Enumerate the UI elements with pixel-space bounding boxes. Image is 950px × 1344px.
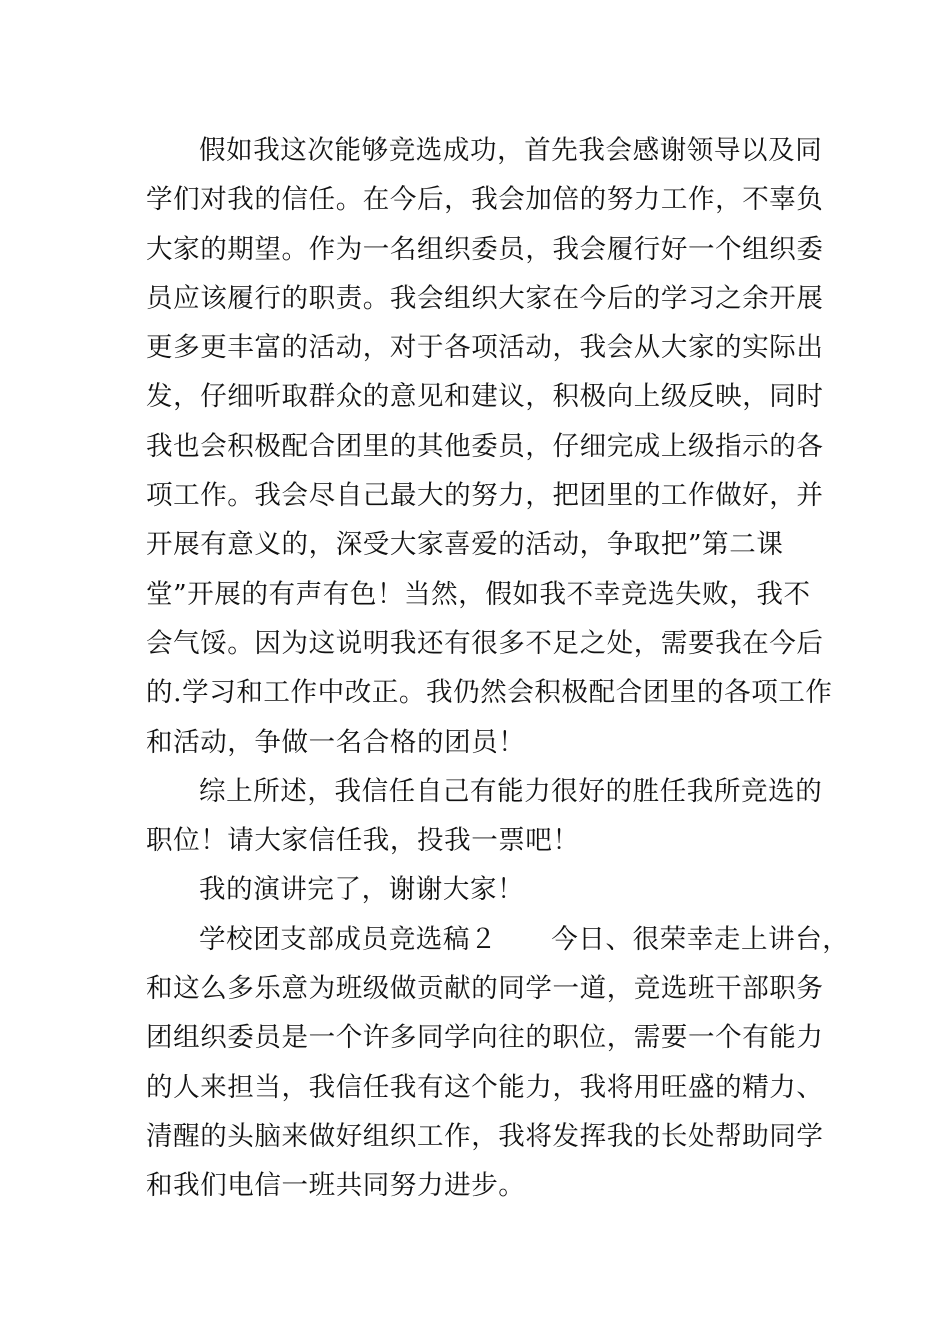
paragraph-line: 大家的期望。作为一名组织委员，我会履行好一个组织委 — [146, 233, 824, 265]
paragraph-line: 和这么多乐意为班级做贡献的同学一道，竞选班干部职务 — [146, 973, 824, 1005]
paragraph-line: 团组织委员是一个许多同学向往的职位，需要一个有能力 — [146, 1022, 824, 1054]
paragraph-line: 和活动，争做一名合格的团员！ — [146, 726, 526, 758]
paragraph-line: 会气馁。因为这说明我还有很多不足之处，需要我在今后 — [146, 627, 824, 659]
paragraph-line: 和我们电信一班共同努力进步。 — [146, 1170, 526, 1202]
paragraph-line: 学们对我的信任。在今后，我会加倍的努力工作，不辜负 — [146, 184, 824, 216]
paragraph-line: 员应该履行的职责。我会组织大家在今后的学习之余开展 — [146, 282, 824, 314]
paragraph-line: 综上所述，我信任自己有能力很好的胜任我所竞选的 — [199, 775, 823, 807]
paragraph-line: 的.学习和工作中改正。我仍然会积极配合团里的各项工作 — [146, 677, 833, 709]
paragraph-line: 学校团支部成员竞选稿２ 今日、很荣幸走上讲台， — [199, 923, 850, 955]
paragraph-line: 更多更丰富的活动，对于各项活动，我会从大家的实际出 — [146, 332, 824, 364]
paragraph-line: 清醒的头脑来做好组织工作，我将发挥我的长处帮助同学 — [146, 1120, 824, 1152]
paragraph-line: 项工作。我会尽自己最大的努力，把团里的工作做好，并 — [146, 480, 824, 512]
paragraph-line: 发，仔细听取群众的意见和建议，积极向上级反映，同时 — [146, 381, 824, 413]
paragraph-line: 堂”开展的有声有色！当然，假如我不幸竞选失败，我不 — [146, 578, 811, 610]
paragraph-line: 的人来担当，我信任我有这个能力，我将用旺盛的精力、 — [146, 1071, 824, 1103]
paragraph-line: 开展有意义的，深受大家喜爱的活动，争取把”第二课 — [146, 529, 784, 561]
paragraph-line: 我的演讲完了，谢谢大家！ — [199, 874, 525, 906]
paragraph-line: 职位！请大家信任我，投我一票吧！ — [146, 825, 580, 857]
paragraph-line: 假如我这次能够竞选成功，首先我会感谢领导以及同 — [199, 135, 823, 166]
paragraph-line: 我也会积极配合团里的其他委员，仔细完成上级指示的各 — [146, 430, 824, 462]
document-body — [146, 126, 850, 1211]
